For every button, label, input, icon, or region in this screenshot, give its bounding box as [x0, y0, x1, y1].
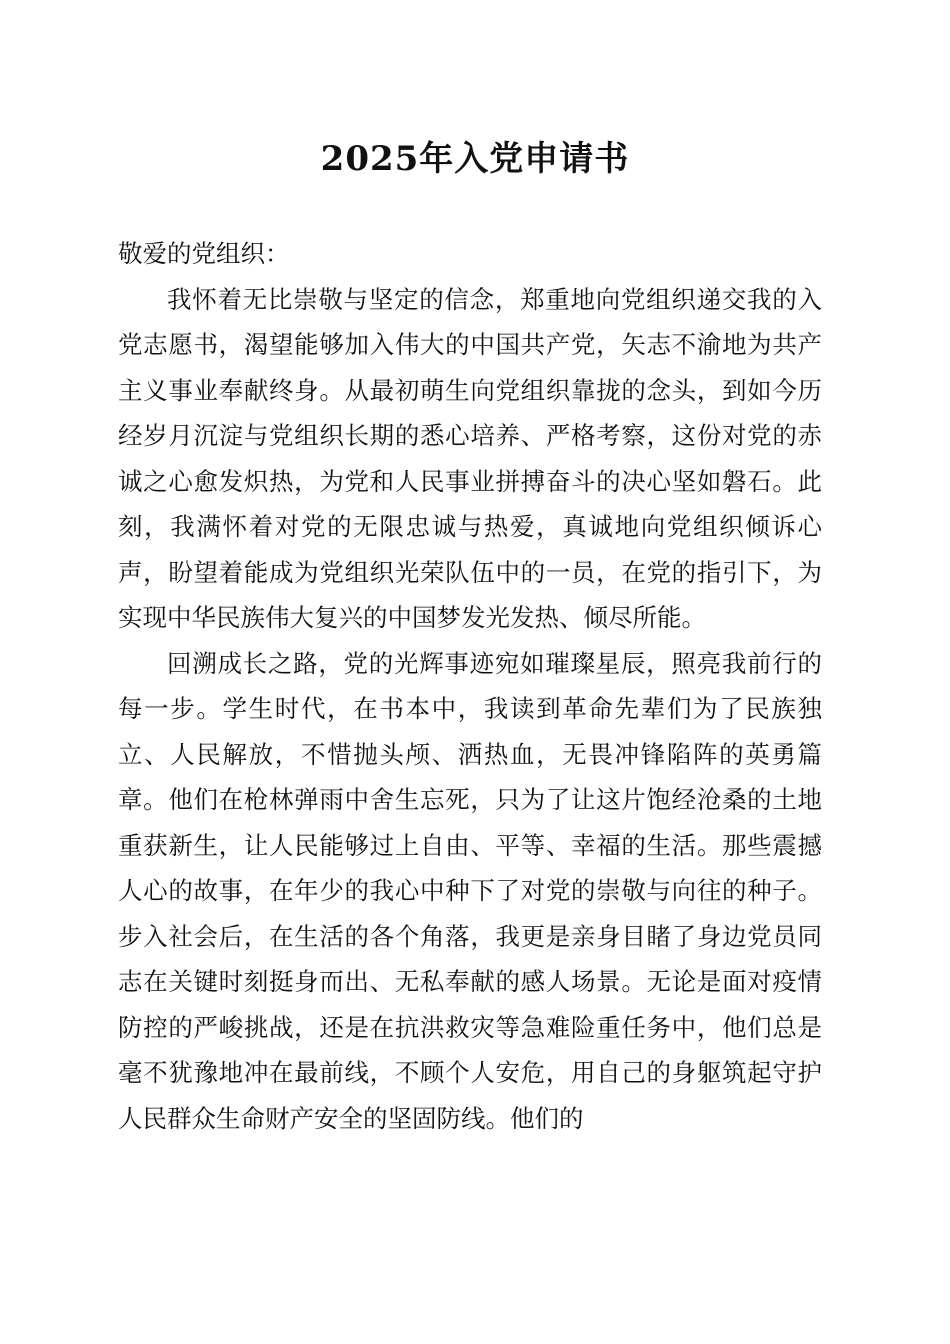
paragraph-1: 我怀着无比崇敬与坚定的信念，郑重地向党组织递交我的入党志愿书，渴望能够加入伟大的中国共产党，矢志不渝地为共产主义事业奉献终身。从最初萌生向党组织靠拢的念头，到如今历经岁月沉淀与党组织长期的悉心培养、严格考察，这份对党的赤诚之心愈发炽热，为党和人民事业拼搏奋斗的决心坚如磐石。此刻，我满怀着对党的无限忠诚与热爱，真诚地向党组织倾诉心声，盼望着能成为党组织光荣队伍中的一员，在党的指引下，为实现中华民族伟大复兴的中国梦发光发热、倾尽所能。 [118, 284, 822, 632]
paragraph-2: 回溯成长之路，党的光辉事迹宛如璀璨星辰，照亮我前行的每一步。学生时代，在书本中，我读到革命先辈们为了民族独立、人民解放，不惜抛头颅、洒热血，无畏冲锋陷阵的英勇篇章。他们在枪林弹雨中舍生忘死，只为了让这片饱经沧桑的土地重获新生，让人民能够过上自由、平等、幸福的生活。那些震撼人心的故事，在年少的我心中种下了对党的崇敬与向往的种子。步入社会后，在生活的各个角落，我更是亲身目睹了身边党员同志在关键时刻挺身而出、无私奉献的感人场景。无论是面对疫情防控的严峻挑战，还是在抗洪救灾等急难险重任务中，他们总是毫不犹豫地冲在最前线，不顾个人安危，用自己的身躯筑起守护人民群众生命财产安全的坚固防线。他们的 [118, 648, 822, 1133]
document-title: 2025年入党申请书 [320, 139, 630, 179]
document-body [118, 231, 822, 1141]
salutation: 敬爱的党组织： [118, 239, 290, 268]
